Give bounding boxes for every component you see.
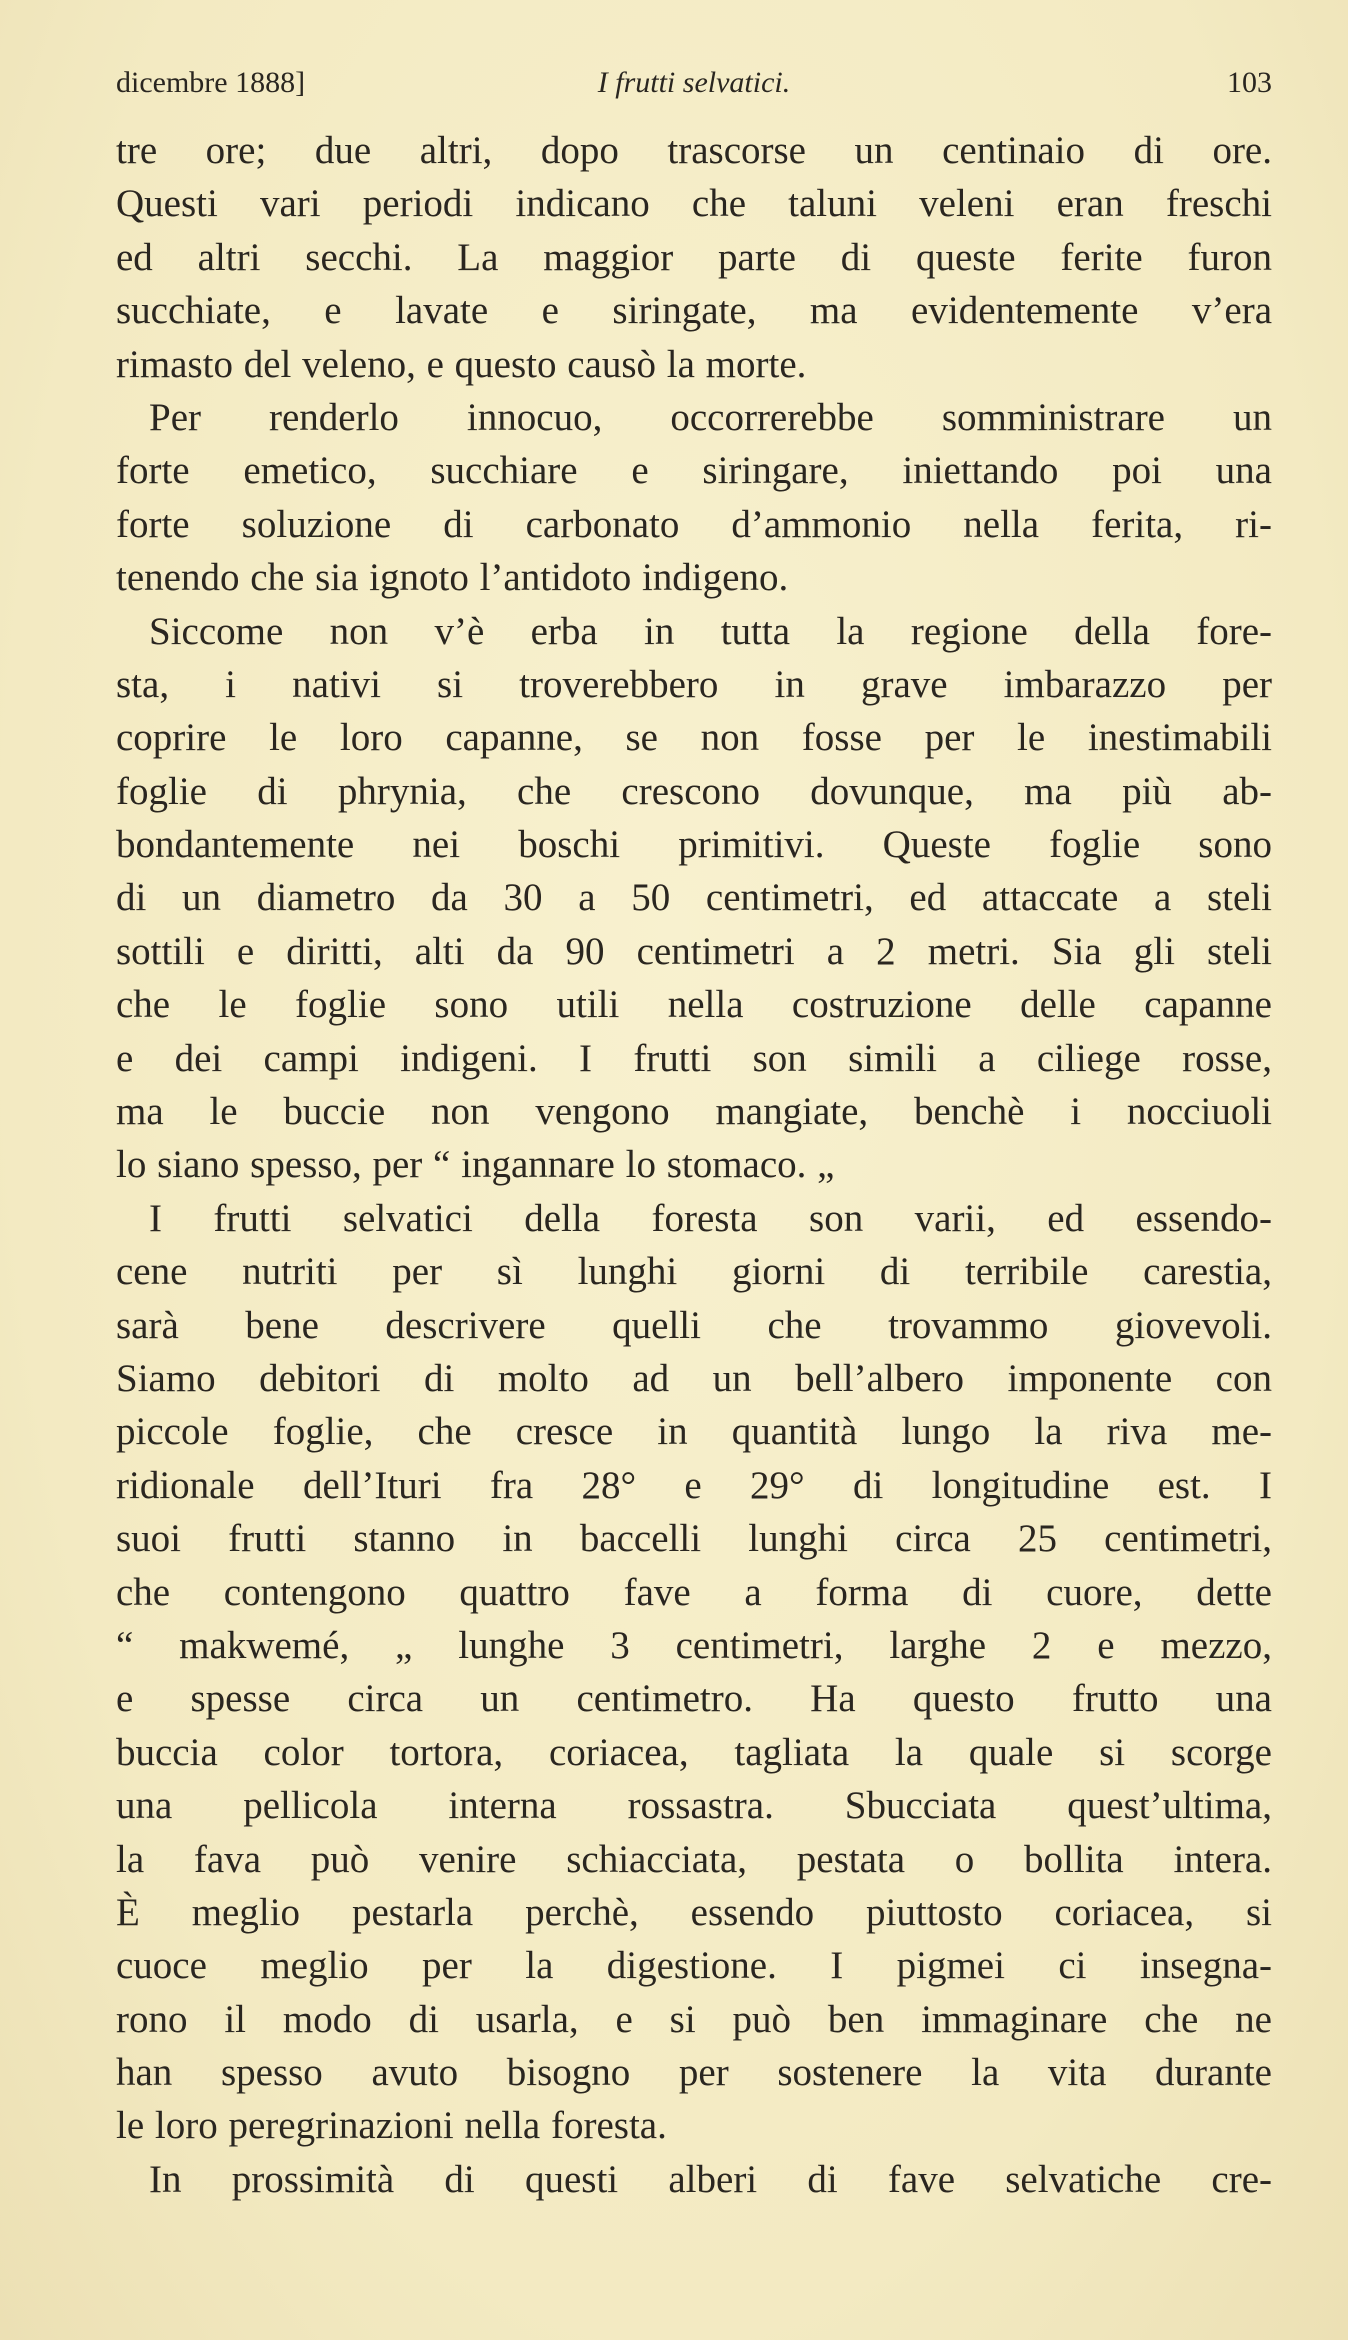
text-line: tenendo che sia ignoto l’antidoto indigeno. <box>116 556 789 600</box>
text-line: foglie di phrynia, che crescono dovunque, ma più ab- <box>116 769 1272 813</box>
text-line: piccole foglie, che cresce in quantità lungo la riva me- <box>116 1410 1272 1454</box>
text-line: forte soluzione di carbonato d’ammonio nella ferita, ri- <box>116 502 1272 546</box>
text-line: e spesse circa un centimetro. Ha questo frutto una <box>116 1677 1272 1721</box>
text-line: cene nutriti per sì lunghi giorni di terribile carestia, <box>116 1250 1272 1294</box>
text-line: una pellicola interna rossastra. Sbucciata quest’ultima, <box>116 1784 1272 1828</box>
text-line: bondantemente nei boschi primitivi. Queste foglie sono <box>116 823 1272 867</box>
text-line: succhiate, e lavate e siringate, ma evidentemente v’era <box>116 289 1272 333</box>
header-title: I frutti selvatici. <box>597 66 791 99</box>
text-line: Siccome non v’è erba in tutta la regione della fore- <box>149 609 1272 653</box>
text-line: suoi frutti stanno in baccelli lunghi circa 25 centimetri, <box>116 1517 1272 1561</box>
text-line: ridionale dell’Ituri fra 28° e 29° di longitudine est. I <box>116 1463 1272 1507</box>
text-line: coprire le loro capanne, se non fosse per le inestimabili <box>116 716 1272 760</box>
text-line: rono il modo di usarla, e si può ben immaginare che ne <box>116 1997 1272 2041</box>
text-line: ed altri secchi. La maggior parte di queste ferite furon <box>116 235 1272 279</box>
text-line: e dei campi indigeni. I frutti son simili a ciliege rosse, <box>116 1036 1272 1080</box>
body-text <box>116 124 1272 2206</box>
text-line: “ makwemé, „ lunghe 3 centimetri, larghe 2 e mezzo, <box>116 1623 1272 1667</box>
text-line: In prossimità di questi alberi di fave selvatiche cre- <box>149 2157 1272 2201</box>
text-line: È meglio pestarla perchè, essendo piuttosto coriacea, si <box>116 1890 1272 1934</box>
text-line: Siamo debitori di molto ad un bell’albero imponente con <box>116 1356 1272 1400</box>
text-line: Questi vari periodi indicano che taluni veleni eran freschi <box>116 182 1272 226</box>
text-line: sarà bene descrivere quelli che trovammo giovevoli. <box>116 1303 1272 1347</box>
text-line: I frutti selvatici della foresta son varii, ed essendo- <box>149 1196 1272 1240</box>
text-line: tre ore; due altri, dopo trascorse un centinaio di ore. <box>116 129 1272 172</box>
text-line: di un diametro da 30 a 50 centimetri, ed attaccate a steli <box>116 876 1272 920</box>
text-line: lo siano spesso, per “ ingannare lo stomaco. „ <box>116 1143 835 1187</box>
text-line: sottili e diritti, alti da 90 centimetri a 2 metri. Sia gli steli <box>116 929 1272 973</box>
running-header <box>116 66 1272 110</box>
text-line: la fava può venire schiacciata, pestata o bollita intera. <box>116 1837 1272 1881</box>
text-line: buccia color tortora, coriacea, tagliata la quale si scorge <box>116 1730 1272 1774</box>
header-date: dicembre 1888] <box>116 66 306 99</box>
page-number: 103 <box>1227 66 1272 99</box>
text-line: rimasto del veleno, e questo causò la morte. <box>116 342 807 386</box>
text-line: forte emetico, succhiare e siringare, iniettando poi una <box>116 449 1272 493</box>
text-line: Per renderlo innocuo, occorrerebbe somministrare un <box>149 395 1272 439</box>
text-line: che le foglie sono utili nella costruzione delle capanne <box>116 983 1272 1027</box>
text-line: ma le buccie non vengono mangiate, benchè i nocciuoli <box>116 1090 1272 1134</box>
text-line: cuoce meglio per la digestione. I pigmei ci insegna- <box>116 1944 1272 1988</box>
text-line: han spesso avuto bisogno per sostenere la vita durante <box>116 2051 1272 2095</box>
text-line: sta, i nativi si troverebbero in grave imbarazzo per <box>116 662 1272 706</box>
text-line: che contengono quattro fave a forma di cuore, dette <box>116 1570 1272 1614</box>
text-line: le loro peregrinazioni nella foresta. <box>116 2104 667 2148</box>
